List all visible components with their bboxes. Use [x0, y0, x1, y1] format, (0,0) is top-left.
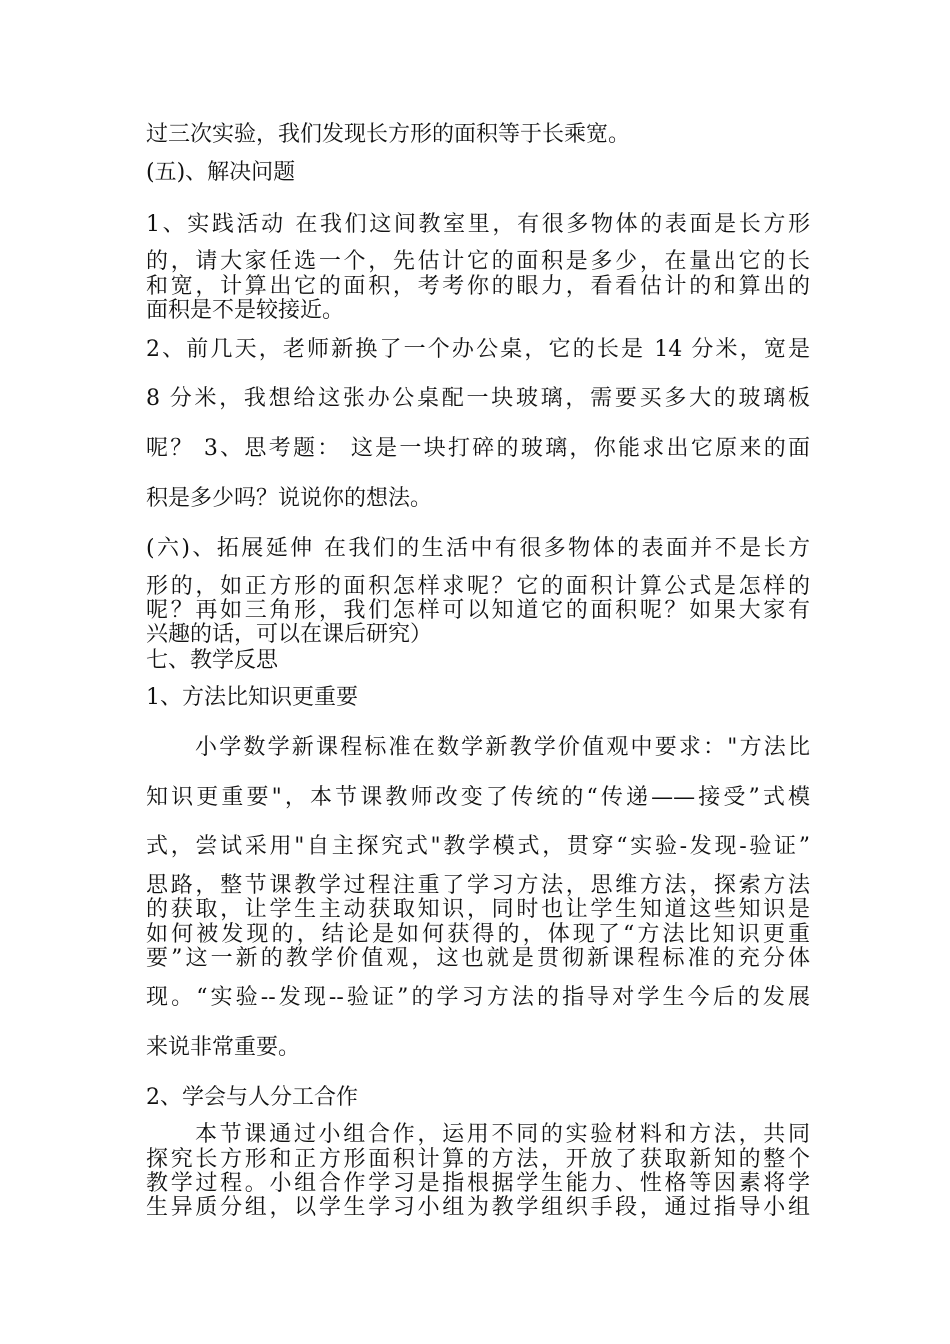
section-heading-solve-problems: (五)、解决问题 — [146, 160, 296, 185]
text-line-13: 呢？再如三角形，我们怎样可以知道它的面积呢？如果大家有 — [146, 598, 810, 623]
text-line-25: 来说非常重要。 — [146, 1035, 301, 1060]
text-line-24: 现。“实验--发现--验证”的学习方法的指导对学生今后的发展 — [146, 985, 810, 1010]
text-line-12: 形的，如正方形的面积怎样求呢？它的面积计算公式是怎样的 — [146, 574, 810, 599]
text-line-10: 积是多少吗？说说你的想法。 — [146, 486, 433, 511]
text-line-30: 生异质分组，以学生学习小组为教学组织手段，通过指导小组 — [146, 1195, 810, 1220]
text-line-5: 和宽，计算出它的面积，考考你的眼力，看看估计的和算出的 — [146, 274, 810, 299]
text-line-29: 教学过程。小组合作学习是指根据学生能力、性格等因素将学 — [146, 1171, 810, 1196]
subheading-cooperation: 2、学会与人分工合作 — [146, 1085, 358, 1110]
text-line-9: 呢？ 3、思考题： 这是一块打碎的玻璃，你能求出它原来的面 — [146, 436, 810, 461]
text-line-7: 2、前几天，老师新换了一个办公桌，它的长是 14 分米，宽是 — [146, 337, 810, 362]
text-line-20: 思路，整节课教学过程注重了学习方法，思维方法，探索方法 — [146, 873, 810, 898]
text-line-1: 过三次实验，我们发现长方形的面积等于长乘宽。 — [146, 122, 631, 147]
section-heading-extension: (六)、拓展延伸 在我们的生活中有很多物体的表面并不是长方 — [146, 536, 810, 561]
text-line-18: 知识更重要"，本节课教师改变了传统的“传递——接受”式模 — [146, 785, 810, 810]
text-line-19: 式，尝试采用"自主探究式"教学模式，贯穿“实验-发现-验证” — [146, 834, 810, 859]
text-line-21: 的获取，让学生主动获取知识，同时也让学生知道这些知识是 — [146, 897, 810, 922]
text-line-23: 要”这一新的教学价值观，这也就是贯彻新课程标准的充分体 — [146, 946, 810, 971]
text-line-17: 小学数学新课程标准在数学新教学价值观中要求："方法比 — [195, 735, 810, 760]
text-line-8: 8 分米，我想给这张办公桌配一块玻璃，需要买多大的玻璃板 — [146, 386, 810, 411]
subheading-method-over-knowledge: 1、方法比知识更重要 — [146, 685, 358, 710]
text-line-4: 的，请大家任选一个，先估计它的面积是多少，在量出它的长 — [146, 249, 810, 274]
section-heading-reflection: 七、教学反思 — [146, 648, 279, 673]
text-line-22: 如何被发现的，结论是如何获得的，体现了“方法比知识更重 — [146, 922, 810, 947]
text-line-28: 探究长方形和正方形面积计算的方法，开放了获取新知的整个 — [146, 1147, 810, 1172]
text-line-3: 1、实践活动 在我们这间教室里，有很多物体的表面是长方形 — [146, 212, 810, 237]
text-line-14: 兴趣的话，可以在课后研究） — [146, 622, 433, 647]
text-line-6: 面积是不是较接近。 — [146, 298, 345, 323]
text-line-27: 本节课通过小组合作，运用不同的实验材料和方法，共同 — [195, 1122, 810, 1147]
